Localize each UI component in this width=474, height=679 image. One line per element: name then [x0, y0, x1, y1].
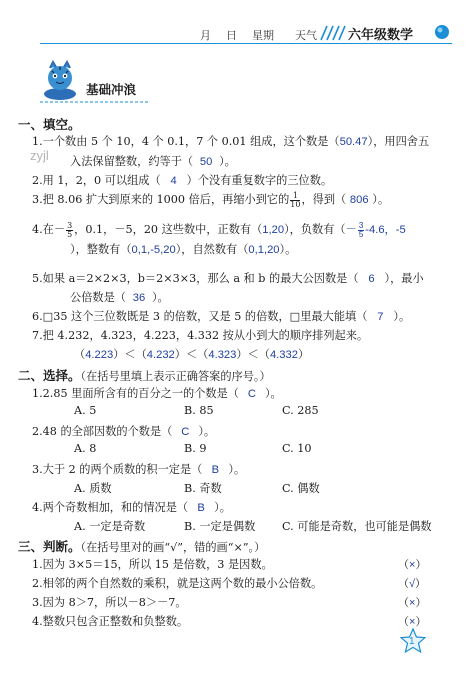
s3-item-4-mark: （×） — [398, 616, 427, 628]
s1-q1-line1: 1.一个数由 5 个 10，4 个 0.1，7 个 0.01 组成，这个数是（50.47），用四舍五 — [32, 135, 430, 148]
s3-item-3-mark: （×） — [398, 597, 427, 609]
s2-q1-option-c: C. 285 — [282, 404, 319, 417]
badge-underline-decor — [40, 98, 150, 106]
s2-q4-line: 4.两个奇数相加，和的情况是（ B ）。 — [32, 501, 231, 514]
s2-q4-option-b: B. 一定是偶数 — [184, 520, 256, 533]
header-blue-dot-icon — [434, 24, 450, 40]
s1-q3-line: 3.把 8.06 扩大到原来的 1000 倍后，再缩小到它的 $\frac{1}{10}$ ，得到（ 806 ）。 — [32, 190, 390, 209]
section2-title: 二、选择。 — [18, 368, 81, 383]
s3-item-4: 4.整数只包含正整数和负整数。 — [32, 615, 189, 628]
header-day-label: 日 — [226, 29, 237, 42]
s1-q1-line2: 入法保留整数，约等于（ 50 ）。 — [70, 155, 236, 168]
s2-q4-option-a: A. 一定是奇数 — [74, 520, 146, 533]
header-weekday-label: 星期 — [252, 29, 274, 42]
section2-heading — [18, 366, 271, 384]
s1-q7-answer-row: （4.223）＜（4.232）＜（4.323）＜（4.332） — [74, 348, 310, 361]
section1-title: 一、填空。 — [18, 117, 81, 132]
badge-title: 基础冲浪 — [86, 82, 137, 97]
s3-item-2-mark: （√） — [398, 578, 427, 590]
s1-q7-answer-2: 4.232 — [146, 349, 175, 361]
header-month-label: 月 — [200, 29, 211, 42]
s1-q7-answer-4: 4.332 — [269, 349, 298, 361]
s2-q4-answer: B — [197, 502, 205, 514]
s1-q5-answer: 6 — [368, 273, 375, 285]
s2-q2-option-a: A. 8 — [74, 442, 97, 455]
tiger-mascot-icon — [38, 58, 82, 102]
s2-q4-option-c: C. 可能是奇数，也可能是偶数 — [282, 520, 432, 533]
s3-item-3: 3.因为 8＞7，所以－8＞－7。 — [32, 596, 187, 609]
s2-q2-option-b: B. 9 — [184, 442, 207, 455]
s1-q4-fraction: $\frac{3}{5}$ — [67, 220, 73, 239]
s2-q1-answer: C — [247, 388, 257, 400]
s2-q2-answer: C — [181, 426, 190, 438]
s1-q3-fraction: $\frac{1}{10}$ — [290, 190, 301, 209]
s1-q1-answer2: 50 — [199, 156, 213, 168]
s3-item-1: 1.因为 3×5＝15，所以 15 是倍数，3 是因数。 — [32, 558, 273, 571]
s1-q4-integer-answer: 0,1,-5,20 — [131, 244, 176, 256]
s1-q5-line2: 公倍数是（ 36 ）。 — [70, 291, 169, 304]
s1-q4-line2: ），整数有（0,1,-5,20），自然数有（0,1,20）。 — [70, 243, 297, 256]
s3-item-1-mark: （×） — [398, 559, 427, 571]
page-number: 1 — [409, 636, 415, 647]
s1-q7-line: 7.把 4.232，4.323，4.223，4.332 按从小到大的顺序排列起来。 — [32, 329, 369, 342]
s1-q7-answer-1: 4.223 — [85, 349, 114, 361]
header-rule — [40, 43, 452, 44]
s2-q2-option-c: C. 10 — [282, 442, 312, 455]
s2-q3-option-b: B. 奇数 — [184, 482, 222, 495]
s1-q2-line: 2.用 1，2，0 可以组成（ 4 ）个没有重复数字的三位数。 — [32, 174, 333, 187]
section2-hint: （在括号里填上表示正确答案的序号。） — [80, 370, 271, 383]
section3-heading — [18, 537, 265, 555]
s2-q1-option-a: A. 5 — [74, 404, 97, 417]
s1-q7-answer-3: 4.323 — [208, 349, 237, 361]
s2-q3-line: 3.大于 2 的两个质数的积一定是（ B ）。 — [32, 463, 246, 476]
s2-q3-option-a: A. 质数 — [74, 482, 112, 495]
watermark-text: zyjl — [30, 148, 49, 163]
s1-q1-answer: 50.47 — [339, 136, 368, 148]
s2-q3-option-c: C. 偶数 — [282, 482, 320, 495]
s2-q1-line: 1.2.85 里面所含有的百分之一的个数是（ C ）。 — [32, 387, 282, 400]
s1-q6-line: 6.□35 这个三位数既是 3 的倍数，又是 5 的倍数，□里最大能填（ 7 ）。 — [32, 310, 411, 323]
s1-q4-negative-answer: － $\frac{3}{5}$ -4.6，-5 — [345, 220, 406, 239]
s1-q5-answer2: 36 — [132, 292, 146, 304]
header-weather-label: 天气 — [295, 29, 317, 42]
section3-hint: （在括号里对的画“√”，错的画“×”。） — [80, 541, 266, 554]
s2-q1-option-b: B. 85 — [184, 404, 214, 417]
s1-q4-natural-answer: 0,1,20 — [248, 244, 280, 256]
s1-q3-answer: 806 — [349, 194, 369, 206]
s1-q6-answer: 7 — [377, 311, 384, 323]
s1-q5-line1: 5.如果 a＝2×2×3，b＝2×3×3，那么 a 和 b 的最大公因数是（ 6 ），最小 — [32, 272, 424, 285]
header-title: 六年级数学 — [348, 28, 414, 43]
s2-q3-answer: B — [211, 464, 220, 476]
header-slash-decor — [315, 24, 349, 42]
s1-q4-positive-answer: 1,20 — [262, 224, 285, 236]
s3-item-2: 2.相邻的两个自然数的乘积，就是这两个数的最小公倍数。 — [32, 577, 323, 590]
s2-q2-line: 2.48 的全部因数的个数是（ C ）。 — [32, 425, 216, 438]
s1-q4-line1: 4.在－ $\frac{3}{5}$ ，0.1，－5，20 这些数中，正数有（1,20），负数有（－ $\frac{3}{5}$ -4.6，-5 — [32, 220, 406, 239]
s1-q2-answer: 4 — [170, 175, 177, 187]
section3-title: 三、判断。 — [18, 539, 81, 554]
